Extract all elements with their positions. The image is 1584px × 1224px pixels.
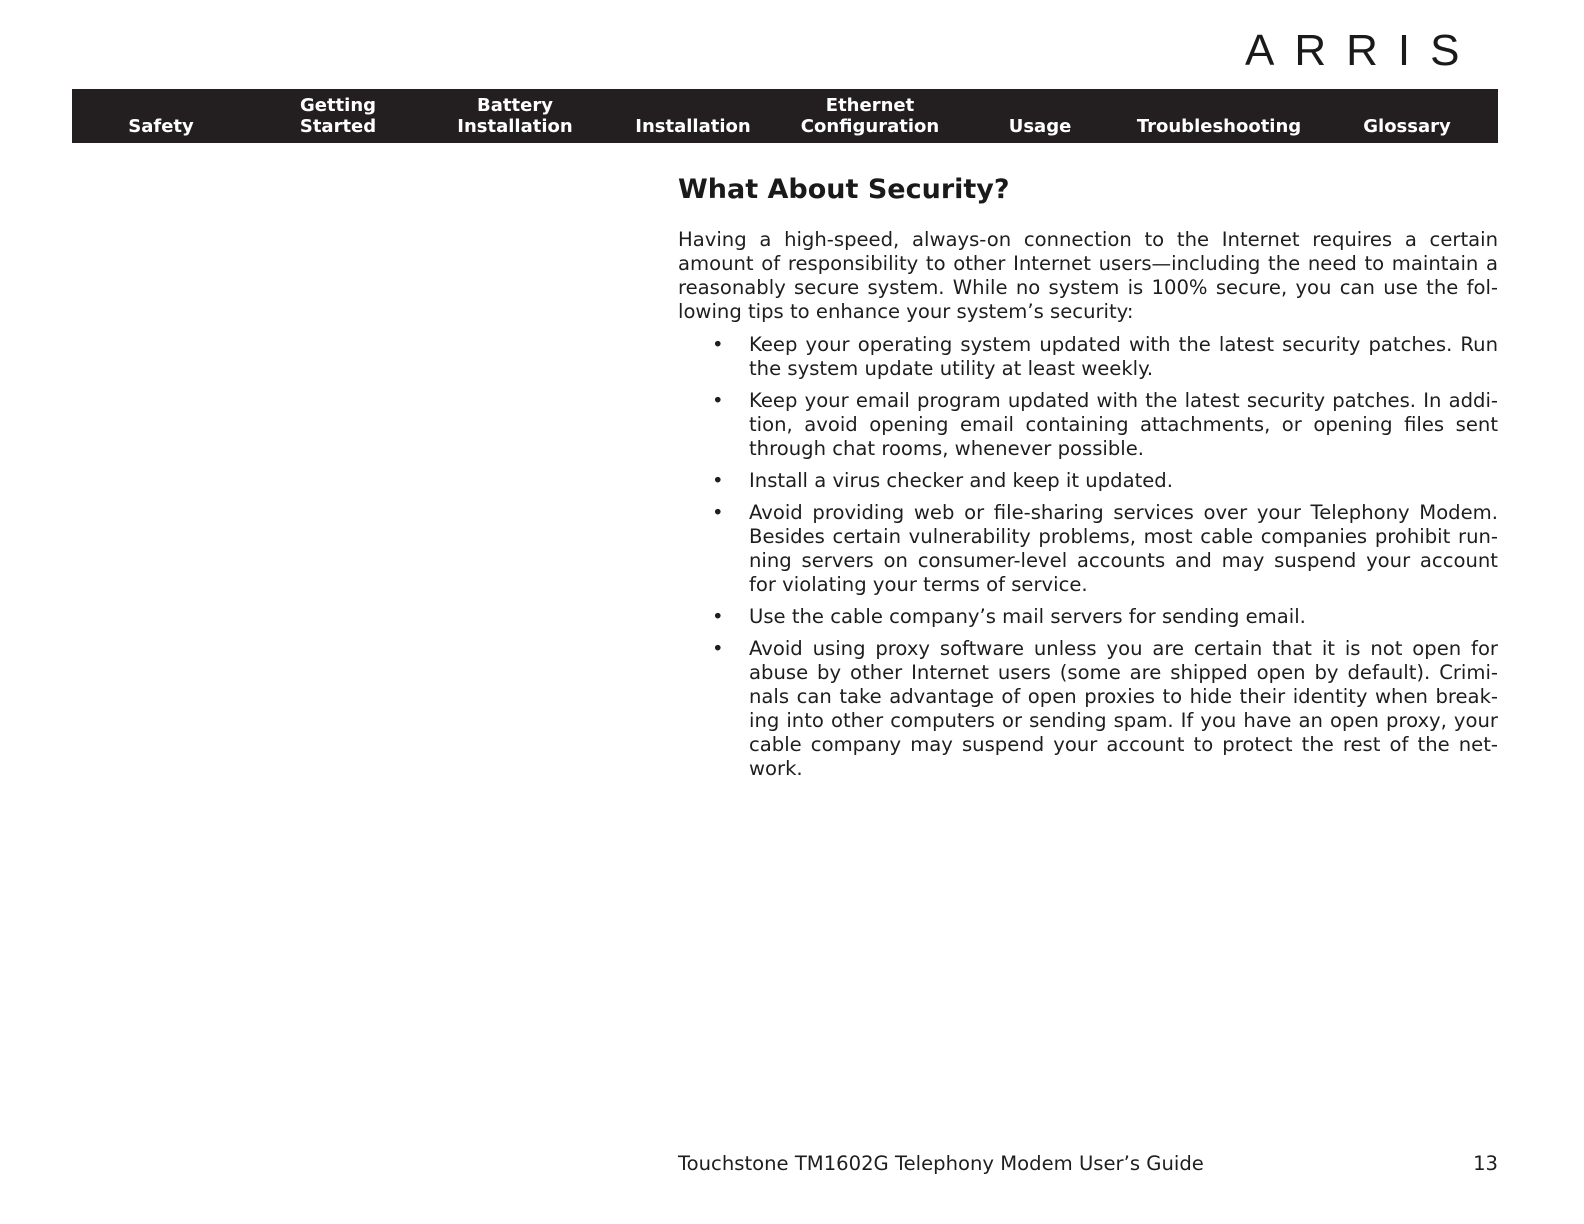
bullet-icon: • <box>712 333 724 356</box>
nav-label-line2: Usage <box>1008 116 1072 137</box>
nav-label-line2: Installation <box>457 116 573 137</box>
bullet-icon: • <box>712 389 724 412</box>
main-content <box>678 172 1498 789</box>
list-item <box>678 469 1498 493</box>
list-item <box>678 637 1498 781</box>
nav-label-line2: Configuration <box>800 116 940 137</box>
nav-label-line1: Ethernet <box>825 95 915 116</box>
intro-paragraph: Having a high-speed, always-on connection to the Internet requires a certain amount of responsibility to other Internet users—including the need to maintain a reasonably secure system. While no system is 100% secure, you can use the following tips to enhance your system’s security: <box>678 228 1498 323</box>
nav-installation[interactable] <box>635 116 750 137</box>
bullet-icon: • <box>712 605 724 628</box>
nav-label-line2: Glossary <box>1363 116 1451 137</box>
tip-text: Use the cable company’s mail servers for sending email. <box>749 605 1306 628</box>
footer-document-title: Touchstone TM1602G Telephony Modem User’s Guide <box>678 1152 1204 1175</box>
bullet-icon: • <box>712 501 724 524</box>
page-number: 13 <box>1473 1152 1498 1175</box>
list-item <box>678 501 1498 597</box>
nav-getting-started[interactable] <box>300 95 376 137</box>
list-item <box>678 605 1498 629</box>
section-nav-bar <box>72 89 1498 143</box>
nav-troubleshooting[interactable] <box>1137 116 1301 137</box>
nav-battery-installation[interactable] <box>457 95 572 137</box>
tip-text: Avoid using proxy software unless you are certain that it is not open for abuse by other Internet users (some are shipped open by default). Criminals can take advantage of open proxies to hide their identity when breaking into other computers or sending spam. If you have an open proxy, your cable company may suspend your account to protect the rest of the network. <box>749 637 1498 780</box>
nav-label-line2: Safety <box>128 116 194 137</box>
nav-ethernet-configuration[interactable] <box>801 95 939 137</box>
bullet-icon: • <box>712 469 724 492</box>
tip-text: Keep your email program updated with the latest security patches. In addition, avoid opening email containing attachments, or opening files sent through chat rooms, whenever possible. <box>749 389 1498 460</box>
list-item <box>678 333 1498 381</box>
nav-label-line1: Battery <box>477 95 553 116</box>
list-item <box>678 389 1498 461</box>
tip-text: Install a virus checker and keep it updated. <box>749 469 1173 492</box>
security-tips-list <box>678 333 1498 781</box>
nav-glossary[interactable] <box>1363 116 1451 137</box>
nav-label-line2: Started <box>299 116 377 137</box>
nav-label-line2: Troubleshooting <box>1136 116 1302 137</box>
nav-label-line1: Getting <box>299 95 377 116</box>
page-title: What About Security? <box>678 174 1010 205</box>
tip-text: Keep your operating system updated with the latest security patches. Run the system update utility at least weekly. <box>749 333 1498 380</box>
nav-usage[interactable] <box>1009 116 1072 137</box>
tip-text: Avoid providing web or file-sharing services over your Telephony Modem. Besides certain vulnerability problems, most cable companies prohibit running servers on consumer-level accounts and may suspend your account for violating your terms of service. <box>749 501 1498 596</box>
bullet-icon: • <box>712 637 724 660</box>
nav-label-line2: Installation <box>635 116 751 137</box>
nav-safety[interactable] <box>128 116 194 137</box>
arris-logo: ARRIS <box>1245 26 1480 75</box>
